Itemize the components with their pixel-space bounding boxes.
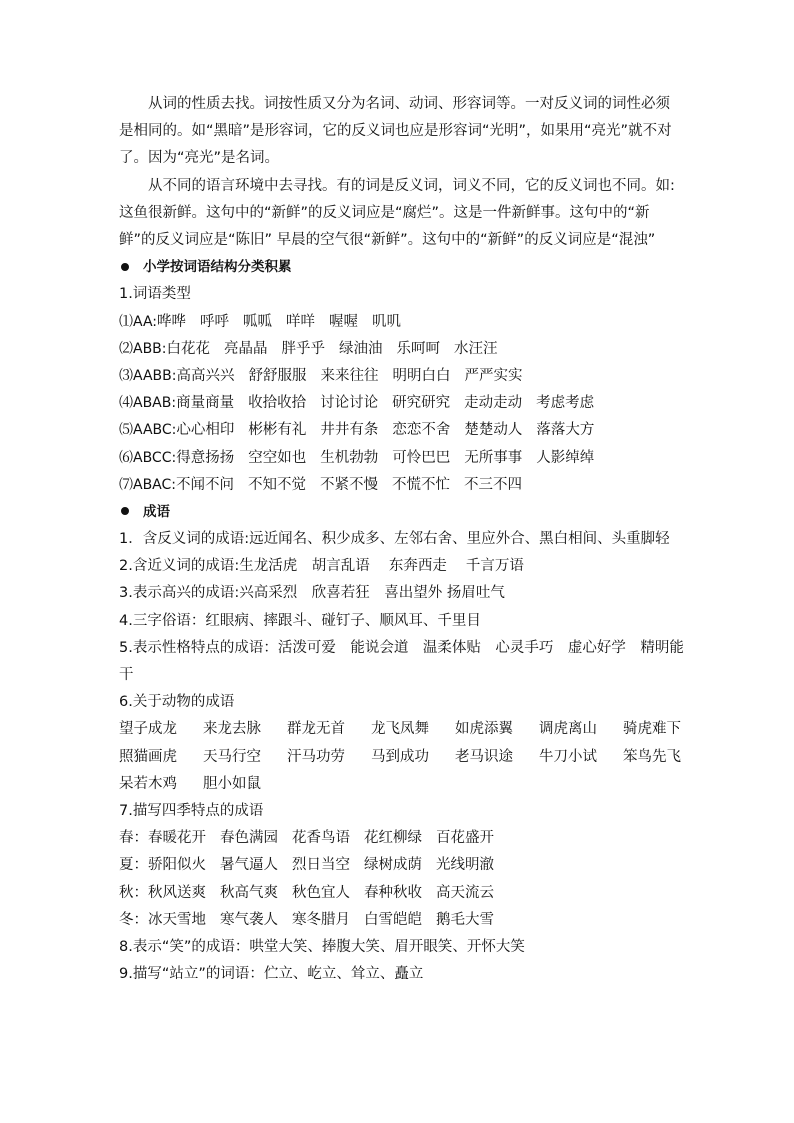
animal-idiom: 望子成龙 (119, 721, 177, 738)
season-idiom: 春色满园 (220, 830, 278, 847)
word-item: 来来往往 (320, 367, 379, 384)
word-item: 研究研究 (392, 395, 451, 412)
word-item: 人影绰绰 (536, 449, 595, 466)
section-heading-word-structure: 小学按词语结构分类积累 (119, 254, 684, 281)
bullet-icon (121, 507, 129, 515)
season-idiom: 光线明澈 (436, 857, 494, 874)
word-item: 商量商量 (176, 395, 235, 412)
animal-idiom: 来龙去脉 (203, 721, 261, 738)
word-item: 胖乎乎 (281, 340, 326, 357)
word-item: 不知不觉 (248, 476, 307, 493)
season-row (119, 880, 684, 907)
word-item: 亮晶晶 (224, 340, 268, 357)
animal-idiom: 呆若木鸡 (119, 775, 177, 792)
season-idiom: 骄阳似火 (148, 857, 206, 874)
idiom-line-laugh: 8.表示“笑”的成语：哄堂大笑、捧腹大笑、眉开眼笑、开怀大笑 (119, 938, 525, 955)
season-idiom: 冰天雪地 (148, 911, 206, 928)
word-item: 高高兴兴 (176, 367, 235, 384)
idiom-line-antonyms: 1．含反义词的成语:远近闻名、积少成多、左邻右舍、里应外合、黑白相间、头重脚轻 (119, 531, 670, 548)
animal-idiom: 汗马功劳 (287, 748, 345, 765)
word-item: 叽叽 (372, 313, 402, 330)
animal-idiom-grid (119, 716, 684, 798)
word-type-row (119, 363, 684, 390)
word-item: 呱呱 (243, 313, 273, 330)
word-item: 楚楚动人 (464, 422, 523, 439)
animal-idiom: 龙飞凤舞 (371, 721, 429, 738)
season-idiom: 花香鸟语 (292, 830, 350, 847)
animals-title: 6.关于动物的成语 (119, 694, 235, 711)
season-idiom: 春种秋收 (364, 884, 422, 901)
word-item: 可怜巴巴 (392, 449, 451, 466)
animal-idiom: 调虎离山 (539, 721, 597, 738)
word-type-label: ⑵ABB: (119, 340, 167, 357)
word-item: 走动走动 (464, 395, 523, 412)
word-type-label: ⑺ABAC: (119, 476, 177, 493)
word-item: 考虑考虑 (536, 395, 595, 412)
word-item: 不闻不问 (176, 476, 235, 493)
word-item: 生机勃勃 (320, 449, 379, 466)
season-idiom: 绿树成荫 (364, 857, 422, 874)
season-idiom: 高天流云 (436, 884, 494, 901)
word-item: 舒舒服服 (248, 367, 307, 384)
word-item: 心心相印 (176, 422, 235, 439)
word-item: 绿油油 (339, 340, 383, 357)
word-item: 无所事事 (464, 449, 523, 466)
animal-idiom: 老马识途 (455, 748, 513, 765)
word-item: 井井有条 (320, 422, 379, 439)
word-item: 得意扬扬 (176, 449, 235, 466)
word-item: 白花花 (166, 340, 211, 357)
animal-idiom: 照猫画虎 (119, 748, 177, 765)
season-label: 春： (119, 830, 148, 847)
season-idiom: 百花盛开 (436, 830, 494, 847)
word-item: 咩咩 (286, 313, 316, 330)
season-idiom: 暑气逼人 (220, 857, 278, 874)
word-type-label: ⑹ABCC: (119, 449, 177, 466)
season-idiom: 花红柳绿 (364, 830, 422, 847)
idiom-line-synonyms: 2.含近义词的成语:生龙活虎 胡言乱语 东奔西走 千言万语 (119, 558, 524, 575)
word-item: 水汪汪 (454, 340, 498, 357)
word-item: 不三不四 (464, 476, 523, 493)
season-row (119, 825, 684, 852)
season-idiom-list (119, 825, 684, 934)
word-item: 不紧不慢 (320, 476, 379, 493)
word-item: 呼呼 (200, 313, 230, 330)
animal-idiom: 马到成功 (371, 748, 429, 765)
animal-idiom: 天马行空 (203, 748, 261, 765)
word-type-label: ⑴AA: (119, 313, 158, 330)
season-idiom: 烈日当空 (292, 857, 350, 874)
word-type-list (119, 309, 684, 499)
word-type-label: ⑶AABB: (119, 367, 177, 384)
paragraph-language-context: 从不同的语言环境中去寻找。有的词是反义词，词义不同，它的反义词也不同。如: 这鱼很新鲜。这句中的“新鲜”的反义词应是“腐烂”。这是一件新鲜事。这句中的“新鲜”的反义词应是“陈旧” 早晨的空气很“新鲜”。这句中的“新鲜”的反义词应是“混浊” (119, 177, 675, 249)
idiom-line-happy: 3.表示高兴的成语:兴高采烈 欣喜若狂 喜出望外 扬眉吐气 (119, 585, 505, 602)
subheading-word-types: 1.词语类型 (119, 286, 191, 303)
idiom-line-standing: 9.描写“站立”的词语：伫立、屹立、耸立、矗立 (119, 966, 424, 983)
word-type-label: ⑸AABC: (119, 422, 177, 439)
season-idiom: 白雪皑皑 (364, 911, 422, 928)
season-idiom: 鹅毛大雪 (436, 911, 494, 928)
word-type-row (119, 336, 684, 363)
season-row (119, 852, 684, 879)
animal-idiom: 笨鸟先飞 (623, 748, 681, 765)
word-item: 收拾收拾 (248, 395, 307, 412)
idiom-line-three-char: 4.三字俗语：红眼病、摔跟斗、碰钉子、顺风耳、千里目 (119, 612, 481, 629)
word-item: 喔喔 (329, 313, 359, 330)
bullet-icon (121, 263, 129, 271)
word-item: 空空如也 (248, 449, 307, 466)
word-type-row (119, 390, 684, 417)
word-type-row (119, 445, 684, 472)
word-type-row (119, 309, 684, 336)
season-idiom: 寒气袭人 (220, 911, 278, 928)
word-item: 哗哗 (157, 313, 187, 330)
word-type-label: ⑷ABAB: (119, 395, 177, 412)
word-item: 恋恋不舍 (392, 422, 451, 439)
section-heading-idioms: 成语 (119, 499, 684, 526)
paragraph-word-nature: 从词的性质去找。词按性质又分为名词、动词、形容词等。一对反义词的词性必须是相同的。如“黑暗”是形容词，它的反义词也应是形容词“光明”，如果用“亮光”就不对了。因为“亮光”是名词。 (119, 96, 672, 167)
word-item: 讨论讨论 (320, 395, 379, 412)
animal-idiom: 牛刀小试 (539, 748, 597, 765)
word-item: 严严实实 (464, 367, 523, 384)
word-item: 乐呵呵 (396, 340, 441, 357)
season-label: 秋： (119, 884, 148, 901)
word-item: 彬彬有礼 (248, 422, 307, 439)
animal-idiom: 如虎添翼 (455, 721, 513, 738)
season-label: 冬： (119, 911, 148, 928)
word-item: 不慌不忙 (392, 476, 451, 493)
season-idiom: 寒冬腊月 (292, 911, 350, 928)
season-row (119, 907, 684, 934)
word-type-row (119, 417, 684, 444)
season-idiom: 秋色宜人 (292, 884, 350, 901)
season-idiom: 春暖花开 (148, 830, 206, 847)
season-idiom: 秋高气爽 (220, 884, 278, 901)
word-item: 明明白白 (392, 367, 451, 384)
season-label: 夏： (119, 857, 148, 874)
animal-idiom: 胆小如鼠 (203, 775, 261, 792)
animal-idiom: 群龙无首 (287, 721, 345, 738)
seasons-title: 7.描写四季特点的成语 (119, 803, 264, 819)
season-idiom: 秋风送爽 (148, 884, 206, 901)
word-type-row (119, 472, 684, 499)
idiom-line-character: 5.表示性格特点的成语：活泼可爱 能说会道 温柔体贴 心灵手巧 虚心好学 精明能干 (119, 639, 684, 684)
document-body (119, 91, 684, 988)
animal-idiom: 骑虎难下 (623, 721, 681, 738)
word-item: 落落大方 (536, 422, 595, 439)
